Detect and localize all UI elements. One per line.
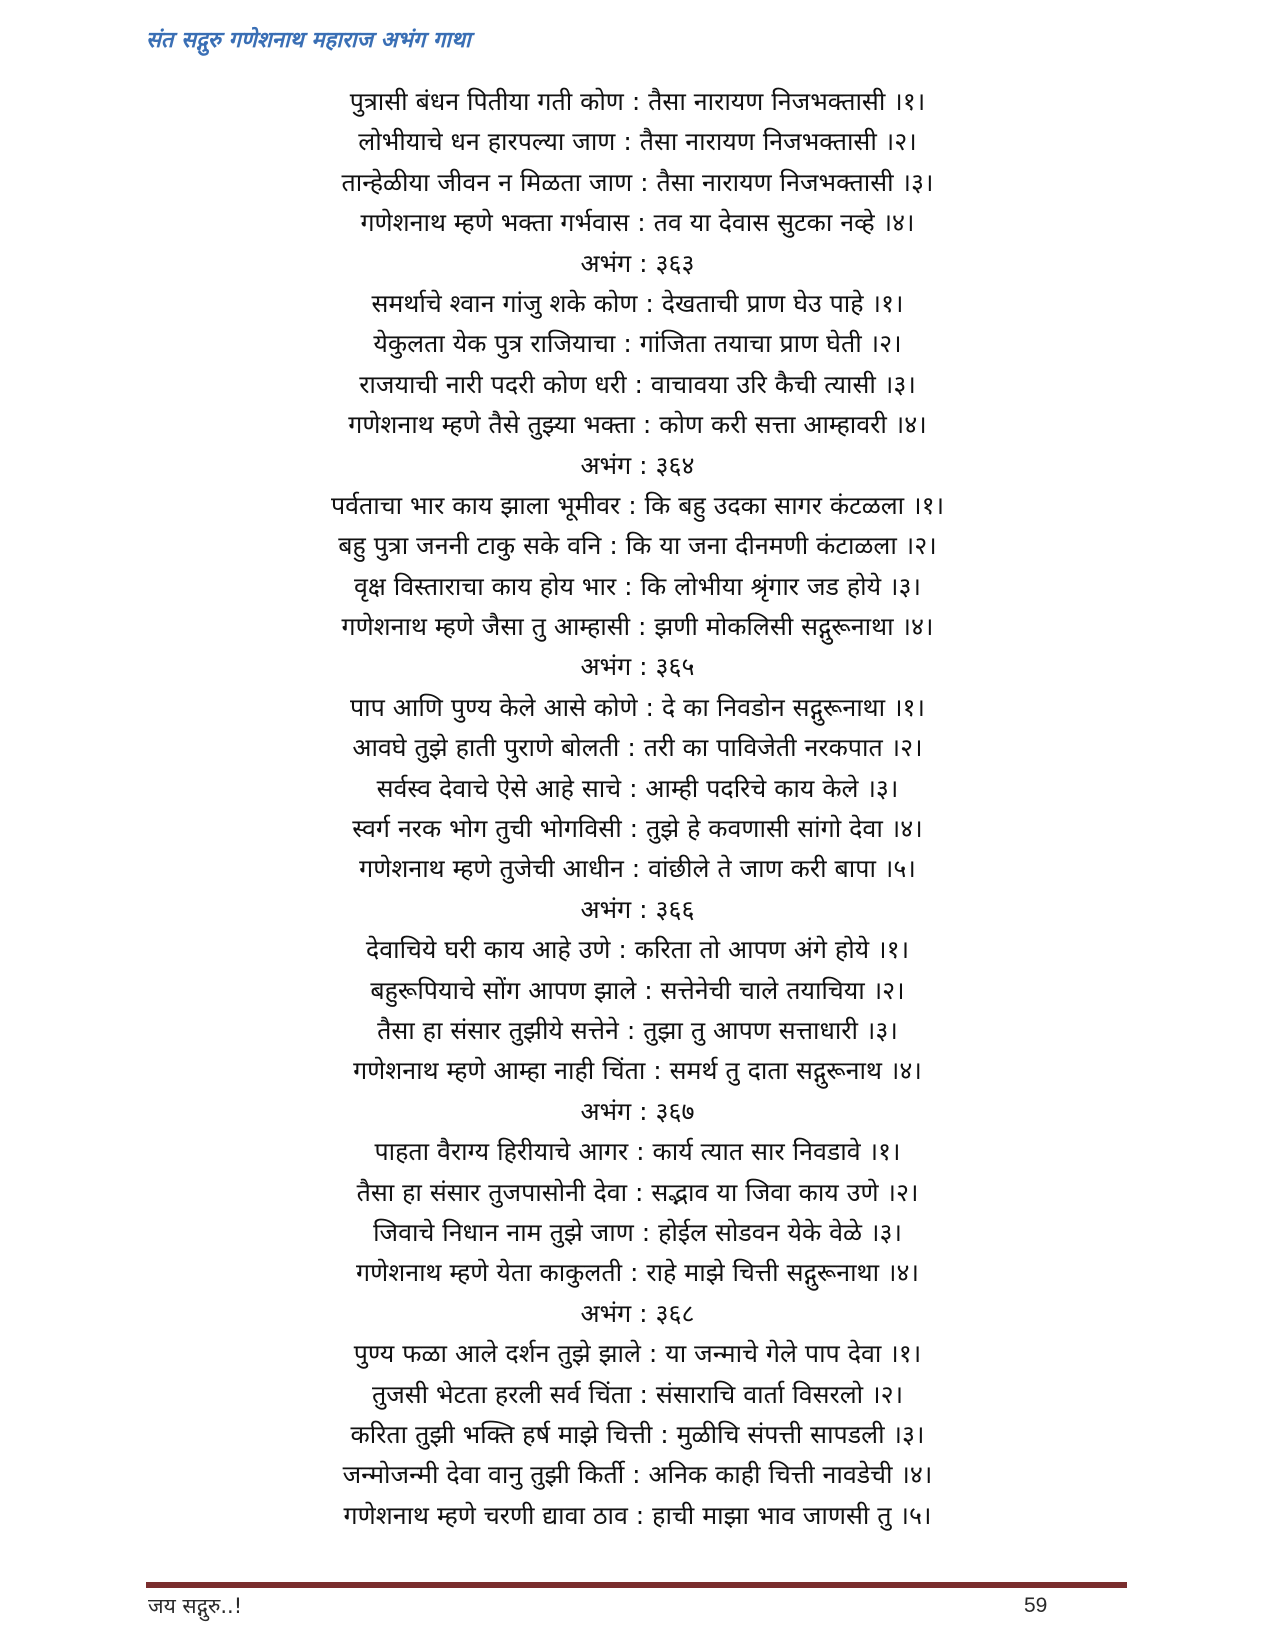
- verse-line: येकुलता येक पुत्र राजियाचा : गांजिता तयाचा प्राण घेती ।२।: [373, 329, 902, 359]
- verse-line: तान्हेळीया जीवन न मिळता जाण : तैसा नारायण निजभक्तासी ।३।: [341, 167, 934, 197]
- verse-line: पुण्य फळा आले दर्शन तुझे झाले : या जन्माचे गेले पाप देवा ।१।: [353, 1339, 922, 1369]
- verse-line: पर्वताचा भार काय झाला भूमीवर : कि बहु उदका सागर कंटळला ।१।: [330, 490, 945, 520]
- verse-line: गणेशनाथ म्हणे चरणी द्यावा ठाव : हाची माझा भाव जाणसी तु ।५।: [343, 1500, 932, 1530]
- verse-line: तुजसी भेटता हरली सर्व चिंता : संसाराचि वार्ता विसरलो ।२।: [371, 1379, 904, 1409]
- verse-line: बहु पुत्रा जननी टाकु सके वनि : कि या जना दीनमणी कंटाळला ।२।: [338, 531, 937, 561]
- verse-line: देवाचिये घरी काय आहे उणे : करिता तो आपण अंगे होये ।१।: [365, 935, 910, 965]
- page-number: 59: [1024, 1594, 1048, 1617]
- verse-line: गणेशनाथ म्हणे आम्हा नाही चिंता : समर्थ तु दाता सद्गुरूनाथ ।४।: [353, 1056, 922, 1086]
- abhang-heading: अभंग : ३६८: [580, 1298, 695, 1328]
- verse-line: वृक्ष विस्ताराचा काय होय भार : कि लोभीया श्रृंगार जड होये ।३।: [354, 571, 921, 601]
- verse-line: तैसा हा संसार तुजपासोनी देवा : सद्भाव या जिवा काय उणे ।२।: [356, 1177, 919, 1207]
- verse-line: गणेशनाथ म्हणे तुजेची आधीन : वांछीले ते जाण करी बापा ।५।: [359, 854, 916, 884]
- verse-line: समर्थाचे श्वान गांजु शके कोण : देखताची प्राण घेउ पाहे ।१।: [371, 288, 904, 318]
- verse-line: सर्वस्व देवाचे ऐसे आहे साचे : आम्ही पदरिचे काय केले ।३।: [376, 773, 899, 803]
- verse-line: लोभीयाचे धन हारपल्या जाण : तैसा नारायण निजभक्तासी ।२।: [358, 127, 917, 157]
- verse-line: पुत्रासी बंधन पितीया गती कोण : तैसा नारायण निजभक्तासी ।१।: [349, 87, 926, 116]
- verse-line: तैसा हा संसार तुझीये सत्तेने : तुझा तु आपण सत्ताधारी ।३।: [377, 1015, 898, 1045]
- abhang-heading: अभंग : ३६६: [580, 894, 695, 924]
- verse-line: करिता तुझी भक्ति हर्ष माझे चित्ती : मुळीचि संपत्ती सापडली ।३।: [350, 1419, 925, 1449]
- verse-line: गणेशनाथ म्हणे भक्ता गर्भवास : तव या देवास सुटका नव्हे ।४।: [360, 208, 915, 238]
- abhang-heading: अभंग : ३६५: [580, 652, 695, 682]
- verse-line: जिवाचे निधान नाम तुझे जाण : होईल सोडवन येके वेळे ।३।: [373, 1217, 902, 1247]
- verse-line: जन्मोजन्मी देवा वानु तुझी किर्ती : अनिक काही चित्ती नावडेची ।४।: [342, 1460, 933, 1490]
- verse-line: गणेशनाथ म्हणे तैसे तुझ्या भक्ता : कोण करी सत्ता आम्हावरी ।४।: [348, 410, 927, 440]
- verse-line: आवघे तुझे हाती पुराणे बोलती : तरी का पाविजेती नरकपात ।२।: [352, 733, 923, 763]
- verse-line: गणेशनाथ म्हणे जैसा तु आम्हासी : झणी मोकलिसी सद्गुरूनाथा ।४।: [341, 612, 934, 642]
- verse-line: बहुरूपियाचे सोंग आपण झाले : सत्तेनेची चाले तयाचिया ।२।: [370, 975, 905, 1005]
- footer-divider: [146, 1582, 1127, 1588]
- verse-line: गणेशनाथ म्हणे येता काकुलती : राहे माझे चित्ती सद्गुरूनाथा ।४।: [356, 1258, 919, 1288]
- verse-content: [0, 82, 1275, 1536]
- abhang-heading: अभंग : ३६३: [580, 248, 695, 278]
- verse-line: स्वर्ग नरक भोग तुची भोगविसी : तुझे हे कवणासी सांगो देवा ।४।: [352, 814, 923, 844]
- abhang-heading: अभंग : ३६७: [580, 1096, 695, 1126]
- footer-text: जय सद्गुरु..!: [148, 1594, 243, 1618]
- abhang-heading: अभंग : ३६४: [580, 450, 695, 480]
- verse-line: पाहता वैराग्य हिरीयाचे आगर : कार्य त्यात सार निवडावे ।१।: [374, 1137, 901, 1167]
- verse-line: राजयाची नारी पदरी कोण धरी : वाचावया उरि कैची त्यासी ।३।: [359, 369, 916, 399]
- verse-line: पाप आणि पुण्य केले आसे कोणे : दे का निवडोन सद्गुरूनाथा ।१।: [349, 692, 926, 722]
- running-header: संत सद्गुरु गणेशनाथ महाराज अभंग गाथा: [146, 28, 471, 53]
